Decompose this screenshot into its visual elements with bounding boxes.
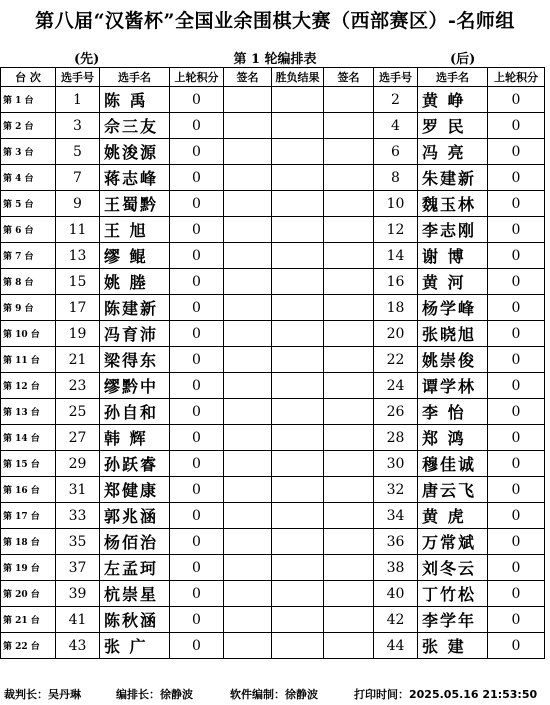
header-player-no: 选手号: [374, 68, 418, 87]
signature-cell[interactable]: [324, 321, 374, 347]
signature-cell[interactable]: [224, 529, 272, 555]
score-cell: 0: [170, 529, 224, 555]
round-cell: 第 14 台: [1, 425, 56, 451]
player-name-cell: 陈秋涵: [100, 607, 170, 633]
score-cell: 0: [170, 295, 224, 321]
score-cell: 0: [170, 607, 224, 633]
signature-cell[interactable]: [324, 87, 374, 113]
header-signature: 签名: [324, 68, 374, 87]
signature-cell[interactable]: [324, 477, 374, 503]
pairing-table: [0, 67, 545, 659]
signature-cell[interactable]: [224, 347, 272, 373]
player-name-cell: 丁竹松: [418, 581, 488, 607]
result-cell[interactable]: [272, 555, 324, 581]
table-row: [1, 373, 545, 399]
player-name-cell: 郭兆涵: [100, 503, 170, 529]
player-name-cell: 张 建: [418, 633, 488, 659]
result-cell[interactable]: [272, 451, 324, 477]
table-row: [1, 139, 545, 165]
player-no-cell: 7: [56, 165, 100, 191]
score-cell: 0: [488, 503, 545, 529]
score-cell: 0: [170, 477, 224, 503]
player-name-cell: 杨佰治: [100, 529, 170, 555]
result-cell[interactable]: [272, 269, 324, 295]
signature-cell[interactable]: [324, 529, 374, 555]
score-cell: 0: [488, 451, 545, 477]
player-name-cell: 缪黔中: [100, 373, 170, 399]
round-cell: 第 3 台: [1, 139, 56, 165]
table-row: [1, 191, 545, 217]
signature-cell[interactable]: [224, 87, 272, 113]
signature-cell[interactable]: [224, 399, 272, 425]
score-cell: 0: [488, 269, 545, 295]
round-cell: 第 9 台: [1, 295, 56, 321]
player-no-cell: 2: [374, 87, 418, 113]
signature-cell[interactable]: [224, 477, 272, 503]
round-cell: 第 12 台: [1, 373, 56, 399]
player-name-cell: 唐云飞: [418, 477, 488, 503]
player-no-cell: 22: [374, 347, 418, 373]
signature-cell[interactable]: [324, 217, 374, 243]
player-no-cell: 24: [374, 373, 418, 399]
player-no-cell: 9: [56, 191, 100, 217]
page-title: 第八届“汉酱杯”全国业余围棋大赛（西部赛区）-名师组: [35, 10, 515, 32]
player-name-cell: 姚 塍: [100, 269, 170, 295]
round-cell: 第 19 台: [1, 555, 56, 581]
score-cell: 0: [170, 347, 224, 373]
header-player-no: 选手号: [56, 68, 100, 87]
player-no-cell: 42: [374, 607, 418, 633]
player-name-cell: 郑健康: [100, 477, 170, 503]
result-cell[interactable]: [272, 477, 324, 503]
player-no-cell: 36: [374, 529, 418, 555]
score-cell: 0: [488, 347, 545, 373]
player-name-cell: 张 广: [100, 633, 170, 659]
player-no-cell: 3: [56, 113, 100, 139]
table-header-row: [1, 68, 545, 87]
player-name-cell: 魏玉林: [418, 191, 488, 217]
score-cell: 0: [170, 87, 224, 113]
player-no-cell: 39: [56, 581, 100, 607]
round-cell: 第 17 台: [1, 503, 56, 529]
round-cell: 第 1 台: [1, 87, 56, 113]
round-cell: 第 20 台: [1, 581, 56, 607]
result-cell[interactable]: [272, 399, 324, 425]
score-cell: 0: [170, 321, 224, 347]
player-no-cell: 17: [56, 295, 100, 321]
signature-cell[interactable]: [324, 399, 374, 425]
player-name-cell: 张晓旭: [418, 321, 488, 347]
player-name-cell: 黄 河: [418, 269, 488, 295]
player-no-cell: 37: [56, 555, 100, 581]
result-cell[interactable]: [272, 139, 324, 165]
round-cell: 第 5 台: [1, 191, 56, 217]
player-name-cell: 冯 亮: [418, 139, 488, 165]
table-row: [1, 425, 545, 451]
player-no-cell: 4: [374, 113, 418, 139]
result-cell[interactable]: [272, 581, 324, 607]
player-no-cell: 1: [56, 87, 100, 113]
player-no-cell: 44: [374, 633, 418, 659]
signature-cell[interactable]: [224, 607, 272, 633]
score-cell: 0: [170, 113, 224, 139]
result-cell[interactable]: [272, 165, 324, 191]
signature-cell[interactable]: [324, 191, 374, 217]
player-name-cell: 左孟珂: [100, 555, 170, 581]
signature-cell[interactable]: [324, 113, 374, 139]
signature-cell[interactable]: [324, 165, 374, 191]
score-cell: 0: [488, 321, 545, 347]
result-cell[interactable]: [272, 87, 324, 113]
result-cell[interactable]: [272, 607, 324, 633]
player-name-cell: 姚浚源: [100, 139, 170, 165]
table-row: [1, 113, 545, 139]
score-cell: 0: [488, 581, 545, 607]
signature-cell[interactable]: [324, 555, 374, 581]
signature-cell[interactable]: [224, 269, 272, 295]
score-cell: 0: [488, 295, 545, 321]
player-no-cell: 11: [56, 217, 100, 243]
result-cell[interactable]: [272, 217, 324, 243]
signature-cell[interactable]: [324, 269, 374, 295]
round-cell: 第 15 台: [1, 451, 56, 477]
score-cell: 0: [488, 243, 545, 269]
player-name-cell: 杨学峰: [418, 295, 488, 321]
score-cell: 0: [488, 529, 545, 555]
table-row: [1, 269, 545, 295]
second-move-label: (后): [450, 52, 476, 67]
arranger-label: 编排长：徐静波: [116, 688, 193, 701]
header-round: 台 次: [1, 68, 56, 87]
player-name-cell: 万常斌: [418, 529, 488, 555]
signature-cell[interactable]: [324, 425, 374, 451]
signature-cell[interactable]: [224, 139, 272, 165]
table-row: [1, 217, 545, 243]
player-no-cell: 28: [374, 425, 418, 451]
player-name-cell: 黄 虎: [418, 503, 488, 529]
player-no-cell: 15: [56, 269, 100, 295]
player-no-cell: 27: [56, 425, 100, 451]
player-no-cell: 30: [374, 451, 418, 477]
player-no-cell: 12: [374, 217, 418, 243]
round-cell: 第 21 台: [1, 607, 56, 633]
score-cell: 0: [170, 243, 224, 269]
player-name-cell: 缪 鲲: [100, 243, 170, 269]
round-cell: 第 8 台: [1, 269, 56, 295]
player-no-cell: 31: [56, 477, 100, 503]
player-name-cell: 谭学林: [418, 373, 488, 399]
table-row: [1, 607, 545, 633]
signature-cell[interactable]: [324, 581, 374, 607]
score-cell: 0: [170, 269, 224, 295]
round-cell: 第 18 台: [1, 529, 56, 555]
signature-cell[interactable]: [324, 451, 374, 477]
score-cell: 0: [170, 399, 224, 425]
signature-cell[interactable]: [324, 243, 374, 269]
player-name-cell: 陈建新: [100, 295, 170, 321]
player-no-cell: 38: [374, 555, 418, 581]
player-name-cell: 孙跃睿: [100, 451, 170, 477]
table-row: [1, 347, 545, 373]
signature-cell[interactable]: [224, 451, 272, 477]
signature-cell[interactable]: [224, 425, 272, 451]
score-cell: 0: [488, 399, 545, 425]
header-player-name: 选手名: [100, 68, 170, 87]
player-no-cell: 25: [56, 399, 100, 425]
round-cell: 第 16 台: [1, 477, 56, 503]
result-cell[interactable]: [272, 373, 324, 399]
player-name-cell: 郑 鸿: [418, 425, 488, 451]
player-no-cell: 19: [56, 321, 100, 347]
header-player-name: 选手名: [418, 68, 488, 87]
score-cell: 0: [170, 581, 224, 607]
signature-cell[interactable]: [224, 581, 272, 607]
player-name-cell: 杭崇星: [100, 581, 170, 607]
round-cell: 第 7 台: [1, 243, 56, 269]
round-cell: 第 13 台: [1, 399, 56, 425]
player-name-cell: 黄 峥: [418, 87, 488, 113]
player-no-cell: 5: [56, 139, 100, 165]
header-signature: 签名: [224, 68, 272, 87]
player-no-cell: 34: [374, 503, 418, 529]
header-result: 胜负结果: [272, 68, 324, 87]
table-row: [1, 633, 545, 659]
score-cell: 0: [488, 87, 545, 113]
table-row: [1, 321, 545, 347]
signature-cell[interactable]: [324, 607, 374, 633]
score-cell: 0: [170, 217, 224, 243]
result-cell[interactable]: [272, 243, 324, 269]
signature-cell[interactable]: [324, 347, 374, 373]
score-cell: 0: [488, 607, 545, 633]
software-label: 软件编制：徐静波: [230, 688, 318, 701]
signature-cell[interactable]: [324, 139, 374, 165]
score-cell: 0: [488, 477, 545, 503]
score-cell: 0: [170, 503, 224, 529]
score-cell: 0: [488, 217, 545, 243]
player-no-cell: 26: [374, 399, 418, 425]
player-name-cell: 孙自和: [100, 399, 170, 425]
signature-cell[interactable]: [224, 243, 272, 269]
header-last-score: 上轮积分: [488, 68, 545, 87]
signature-cell[interactable]: [224, 321, 272, 347]
result-cell[interactable]: [272, 191, 324, 217]
signature-cell[interactable]: [324, 503, 374, 529]
player-name-cell: 刘冬云: [418, 555, 488, 581]
player-no-cell: 18: [374, 295, 418, 321]
print-time-label: 打印时间：2025.05.16 21:53:50: [354, 688, 538, 701]
player-no-cell: 33: [56, 503, 100, 529]
table-row: [1, 399, 545, 425]
round-cell: 第 10 台: [1, 321, 56, 347]
footer: [4, 686, 550, 702]
header-last-score: 上轮积分: [170, 68, 224, 87]
score-cell: 0: [488, 555, 545, 581]
signature-cell[interactable]: [224, 503, 272, 529]
player-name-cell: 王蜀黔: [100, 191, 170, 217]
table-row: [1, 87, 545, 113]
signature-cell[interactable]: [224, 217, 272, 243]
player-no-cell: 6: [374, 139, 418, 165]
signature-cell[interactable]: [224, 191, 272, 217]
result-cell[interactable]: [272, 425, 324, 451]
player-no-cell: 20: [374, 321, 418, 347]
table-row: [1, 477, 545, 503]
table-row: [1, 581, 545, 607]
player-name-cell: 谢 博: [418, 243, 488, 269]
player-no-cell: 29: [56, 451, 100, 477]
player-name-cell: 罗 民: [418, 113, 488, 139]
player-name-cell: 李 怡: [418, 399, 488, 425]
score-cell: 0: [170, 139, 224, 165]
score-cell: 0: [170, 425, 224, 451]
score-cell: 0: [170, 191, 224, 217]
player-name-cell: 李志刚: [418, 217, 488, 243]
score-cell: 0: [488, 633, 545, 659]
player-no-cell: 14: [374, 243, 418, 269]
signature-cell[interactable]: [324, 633, 374, 659]
table-row: [1, 295, 545, 321]
player-name-cell: 陈 禹: [100, 87, 170, 113]
player-no-cell: 23: [56, 373, 100, 399]
table-row: [1, 165, 545, 191]
score-cell: 0: [170, 555, 224, 581]
player-name-cell: 穆佳诚: [418, 451, 488, 477]
table-row: [1, 451, 545, 477]
player-no-cell: 8: [374, 165, 418, 191]
result-cell[interactable]: [272, 295, 324, 321]
player-name-cell: 韩 辉: [100, 425, 170, 451]
signature-cell[interactable]: [224, 633, 272, 659]
table-row: [1, 503, 545, 529]
score-cell: 0: [170, 451, 224, 477]
signature-cell[interactable]: [224, 165, 272, 191]
round-label: 第 1 轮编排表: [233, 52, 317, 67]
result-cell[interactable]: [272, 633, 324, 659]
table-row: [1, 529, 545, 555]
table-body: [1, 87, 545, 659]
result-cell[interactable]: [272, 321, 324, 347]
signature-cell[interactable]: [224, 113, 272, 139]
table-row: [1, 555, 545, 581]
player-name-cell: 朱建新: [418, 165, 488, 191]
round-cell: 第 4 台: [1, 165, 56, 191]
player-name-cell: 蒋志峰: [100, 165, 170, 191]
first-move-label: (先): [74, 52, 100, 67]
signature-cell[interactable]: [224, 373, 272, 399]
player-name-cell: 冯育沛: [100, 321, 170, 347]
result-cell[interactable]: [272, 503, 324, 529]
player-name-cell: 李学年: [418, 607, 488, 633]
player-no-cell: 40: [374, 581, 418, 607]
round-cell: 第 22 台: [1, 633, 56, 659]
result-cell[interactable]: [272, 347, 324, 373]
score-cell: 0: [170, 633, 224, 659]
signature-cell[interactable]: [324, 373, 374, 399]
round-cell: 第 6 台: [1, 217, 56, 243]
score-cell: 0: [488, 113, 545, 139]
score-cell: 0: [488, 139, 545, 165]
score-cell: 0: [170, 373, 224, 399]
player-name-cell: 佘三友: [100, 113, 170, 139]
player-no-cell: 13: [56, 243, 100, 269]
referee-label: 裁判长：吴丹琳: [4, 688, 81, 701]
player-name-cell: 姚崇俊: [418, 347, 488, 373]
signature-cell[interactable]: [224, 555, 272, 581]
player-no-cell: 10: [374, 191, 418, 217]
table-row: [1, 243, 545, 269]
player-no-cell: 43: [56, 633, 100, 659]
player-no-cell: 16: [374, 269, 418, 295]
player-no-cell: 41: [56, 607, 100, 633]
player-no-cell: 32: [374, 477, 418, 503]
result-cell[interactable]: [272, 113, 324, 139]
player-no-cell: 21: [56, 347, 100, 373]
score-cell: 0: [488, 165, 545, 191]
player-no-cell: 35: [56, 529, 100, 555]
score-cell: 0: [488, 425, 545, 451]
score-cell: 0: [488, 191, 545, 217]
round-cell: 第 2 台: [1, 113, 56, 139]
player-name-cell: 王 旭: [100, 217, 170, 243]
player-name-cell: 梁得东: [100, 347, 170, 373]
round-cell: 第 11 台: [1, 347, 56, 373]
score-cell: 0: [488, 373, 545, 399]
signature-cell[interactable]: [324, 295, 374, 321]
result-cell[interactable]: [272, 529, 324, 555]
score-cell: 0: [170, 165, 224, 191]
signature-cell[interactable]: [224, 295, 272, 321]
